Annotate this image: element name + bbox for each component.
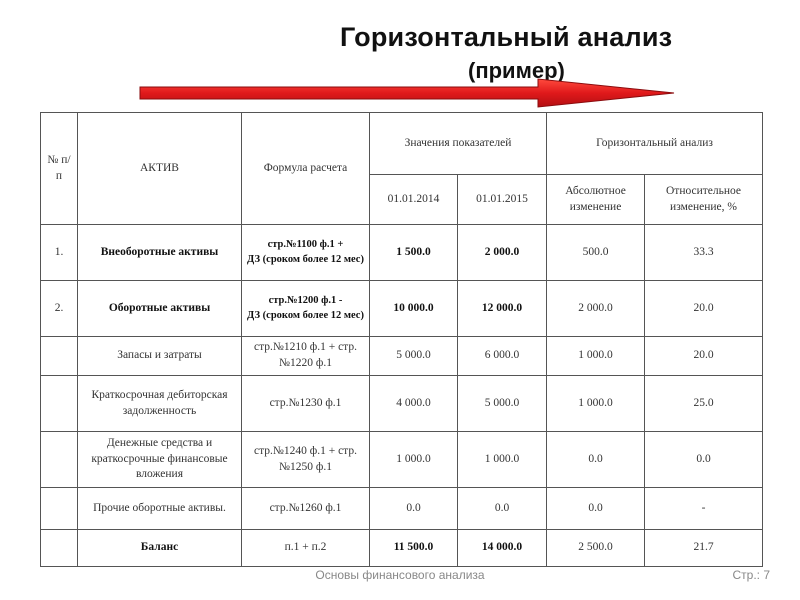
row-abs-change: 1 000.0 <box>547 337 645 376</box>
row-num <box>41 337 78 376</box>
row-asset: Денежные средства и краткосрочные финансовые вложения <box>78 432 242 488</box>
row-asset: Краткосрочная дебиторская задолженность <box>78 376 242 432</box>
row-abs-change: 2 000.0 <box>547 281 645 337</box>
row-value-2014: 10 000.0 <box>370 281 458 337</box>
table-row <box>41 281 763 337</box>
row-formula-note: ДЗ (сроком более 12 мес) <box>247 309 364 321</box>
header-formula: Формула расчета <box>242 113 370 225</box>
row-num: 2. <box>41 281 78 337</box>
row-formula: п.1 + п.2 <box>242 530 370 567</box>
footer-page-number: Стр.: 7 <box>732 568 770 582</box>
row-num <box>41 376 78 432</box>
header-rel-change: Относительное изменение, % <box>645 175 763 225</box>
row-num: 1. <box>41 225 78 281</box>
horizontal-analysis-table <box>40 112 763 567</box>
header-num: № п/п <box>41 113 78 225</box>
row-value-2015: 1 000.0 <box>458 432 547 488</box>
row-value-2015: 2 000.0 <box>458 225 547 281</box>
row-asset: Оборотные активы <box>78 281 242 337</box>
row-formula: стр.№1240 ф.1 + стр.№1250 ф.1 <box>242 432 370 488</box>
row-asset: Прочие оборотные активы. <box>78 488 242 530</box>
row-abs-change: 0.0 <box>547 432 645 488</box>
row-asset: Запасы и затраты <box>78 337 242 376</box>
row-rel-change: 0.0 <box>645 432 763 488</box>
row-formula-note: ДЗ (сроком более 12 мес) <box>247 253 364 265</box>
row-rel-change: 20.0 <box>645 281 763 337</box>
header-date-2014: 01.01.2014 <box>370 175 458 225</box>
row-num <box>41 530 78 567</box>
row-formula: стр.№1100 ф.1 + ДЗ (сроком более 12 мес) <box>242 225 370 281</box>
header-date-2015: 01.01.2015 <box>458 175 547 225</box>
row-rel-change: - <box>645 488 763 530</box>
row-rel-change: 20.0 <box>645 337 763 376</box>
row-abs-change: 0.0 <box>547 488 645 530</box>
slide-subtitle: (пример) <box>468 58 565 83</box>
header-asset: АКТИВ <box>78 113 242 225</box>
row-abs-change: 1 000.0 <box>547 376 645 432</box>
row-asset: Внеоборотные активы <box>78 225 242 281</box>
row-formula: стр.№1260 ф.1 <box>242 488 370 530</box>
row-value-2014: 1 000.0 <box>370 432 458 488</box>
row-value-2014: 1 500.0 <box>370 225 458 281</box>
row-num <box>41 488 78 530</box>
footer-course-title: Основы финансового анализа <box>315 568 485 582</box>
red-arrow-icon <box>138 78 678 110</box>
row-formula: стр.№1200 ф.1 - ДЗ (сроком более 12 мес) <box>242 281 370 337</box>
table-row <box>41 337 763 376</box>
header-values-group: Значения показателей <box>370 113 547 175</box>
row-asset: Баланс <box>78 530 242 567</box>
table-row <box>41 432 763 488</box>
slide-title: Горизонтальный анализ <box>340 22 673 52</box>
header-horizontal-group: Горизонтальный анализ <box>547 113 763 175</box>
header-abs-change: Абсолютное изменение <box>547 175 645 225</box>
row-abs-change: 500.0 <box>547 225 645 281</box>
table-row <box>41 225 763 281</box>
table-row <box>41 488 763 530</box>
row-value-2015: 0.0 <box>458 488 547 530</box>
row-value-2015: 6 000.0 <box>458 337 547 376</box>
row-abs-change: 2 500.0 <box>547 530 645 567</box>
row-rel-change: 25.0 <box>645 376 763 432</box>
row-value-2014: 5 000.0 <box>370 337 458 376</box>
table-row <box>41 376 763 432</box>
row-value-2015: 14 000.0 <box>458 530 547 567</box>
row-formula: стр.№1210 ф.1 + стр.№1220 ф.1 <box>242 337 370 376</box>
row-num <box>41 432 78 488</box>
row-formula: стр.№1230 ф.1 <box>242 376 370 432</box>
table-row-total <box>41 530 763 567</box>
row-value-2015: 12 000.0 <box>458 281 547 337</box>
row-rel-change: 21.7 <box>645 530 763 567</box>
row-value-2014: 11 500.0 <box>370 530 458 567</box>
row-value-2014: 4 000.0 <box>370 376 458 432</box>
row-value-2014: 0.0 <box>370 488 458 530</box>
row-rel-change: 33.3 <box>645 225 763 281</box>
row-value-2015: 5 000.0 <box>458 376 547 432</box>
